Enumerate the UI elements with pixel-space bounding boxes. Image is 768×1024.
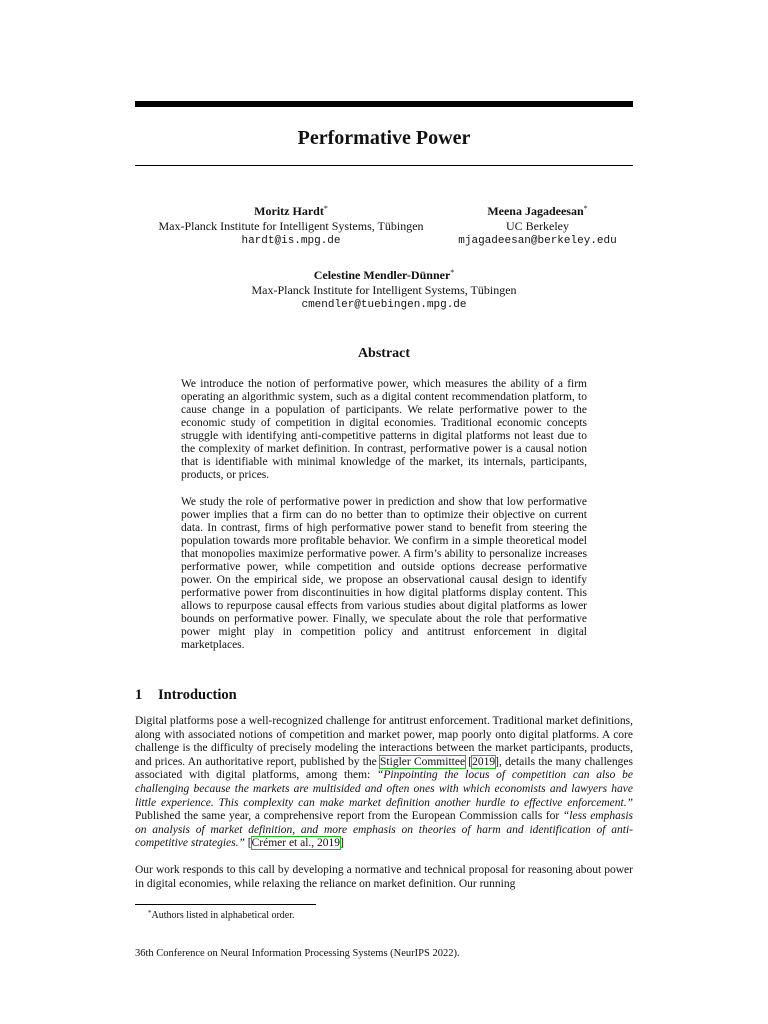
author-block <box>455 201 620 249</box>
author-affiliation: Max-Planck Institute for Intelligent Systems, Tübingen <box>251 283 517 297</box>
footnote-rule <box>135 904 316 905</box>
title-bottom-rule <box>135 165 633 166</box>
author-name: Meena Jagadeesan <box>487 204 584 218</box>
section-number: 1 <box>135 687 143 703</box>
title-top-rule <box>135 101 633 107</box>
section-title: Introduction <box>158 687 237 703</box>
quotation: “less emphasis on analysis of market definition, and more emphasis on theories of harm and identification of anti-competitive strategies.” <box>135 810 634 850</box>
abstract-paragraph: We study the role of performative power in prediction and show that low performative power implies that a firm can do no better than to optimize their objective on current data. In contrast, firms of high performative power stand to benefit from steering the population towards more profitable behavior. We confirm in a simple theoretical model that monopolies maximize performative power. A firm’s ability to personalize increases performative power, while competition and outside options decrease performative power. On the empirical side, we propose an observational causal design to identify performative power from discontinuities in how digital platforms display content. This allows to repurpose causal effects from various studies about digital platforms as lower bounds on performative power. Finally, we speculate about the role that performative power might play in competition policy and antitrust enforcement in digital marketplaces. <box>181 496 587 651</box>
footnote-marker: * <box>450 268 455 277</box>
body-text: Published the same year, a comprehensive report from the European Commission calls for <box>135 810 563 823</box>
quotation: “Pinpointing the locus of competition can also be challenging because the markets are multisided and often ones with which economists and lawyers have little experience. This complexity can make market definition another hurdle to effective enforcement.” <box>135 769 633 809</box>
body-paragraph: Digital platforms pose a well-recognized challenge for antitrust enforcement. Traditional market definitions, along with associated notions of competition and market power, map poorly onto digital platforms. A core challenge is the difficulty of precisely modeling the interactions between the market participants, products, and prices. An authoritative report, published by the Stigler Committee [2019], details the many challenges associated with digital platforms, among them: “Pinpointing the locus of competition can also be challenging because the markets are multisided and often ones with which economists and lawyers have little experience. This complexity can make market definition another hurdle to effective enforcement.” Published the same year, a comprehensive report from the European Commission calls for “less emphasis on analysis of market definition, and more emphasis on theories of harm and identification of anti-competitive strategies.” [Crémer et al., 2019] <box>135 715 634 850</box>
footnote-text: Authors listed in alphabetical order. <box>151 910 295 921</box>
citation-link[interactable]: Stigler Committee <box>380 755 466 768</box>
body-text: , details the many challenges associated with digital platforms, among them: <box>135 755 633 782</box>
section-heading <box>135 685 237 705</box>
abstract-heading: Abstract <box>357 346 411 361</box>
footnote <box>148 907 295 922</box>
body-paragraph: Our work responds to this call by developing a normative and technical proposal for reasoning about power in digital economies, while relaxing the reliance on market definition. Our running <box>135 864 633 890</box>
author-email[interactable]: mjagadeesan@berkeley.edu <box>458 235 617 247</box>
author-affiliation: Max-Planck Institute for Intelligent Systems, Tübingen <box>158 219 424 233</box>
body-text: Digital platforms pose a well-recognized challenge for antitrust enforcement. Traditional market definitions, along with associated notions of competition and market power, map poorly onto digital platforms. A core challenge is the difficulty of precisely modeling the interactions between the market participants, products, and prices. An authoritative report, published by the <box>135 715 633 768</box>
author-email[interactable]: cmendler@tuebingen.mpg.de <box>301 299 467 311</box>
author-block <box>135 265 633 313</box>
citation-link[interactable]: Crémer et al., 2019 <box>251 837 341 850</box>
footnote-marker: * <box>583 204 588 213</box>
abstract-paragraph: We introduce the notion of performative power, which measures the ability of a firm operating an algorithmic system, such as a digital content recommendation platform, to cause change in a population of participants. We relate performative power to the economic study of competition in digital economies. Traditional economic concepts struggle with identifying anti-competitive patterns in digital platforms not least due to the complexity of market definition. In contrast, performative power is a causal notion that is identifiable with minimal knowledge of the market, its internals, participants, products, or prices. <box>181 378 587 481</box>
paper-title: Performative Power <box>297 127 471 149</box>
author-name: Celestine Mendler-Dünner <box>313 268 451 282</box>
author-block <box>135 201 447 249</box>
author-affiliation: UC Berkeley <box>506 219 569 233</box>
footnote-marker: * <box>323 204 328 213</box>
author-name: Moritz Hardt <box>254 204 324 218</box>
venue-note: 36th Conference on Neural Information Processing Systems (NeurIPS 2022). <box>135 948 460 959</box>
citation-link[interactable]: 2019 <box>472 755 496 768</box>
author-email[interactable]: hardt@is.mpg.de <box>241 235 341 247</box>
footnote-marker: * <box>148 909 152 917</box>
